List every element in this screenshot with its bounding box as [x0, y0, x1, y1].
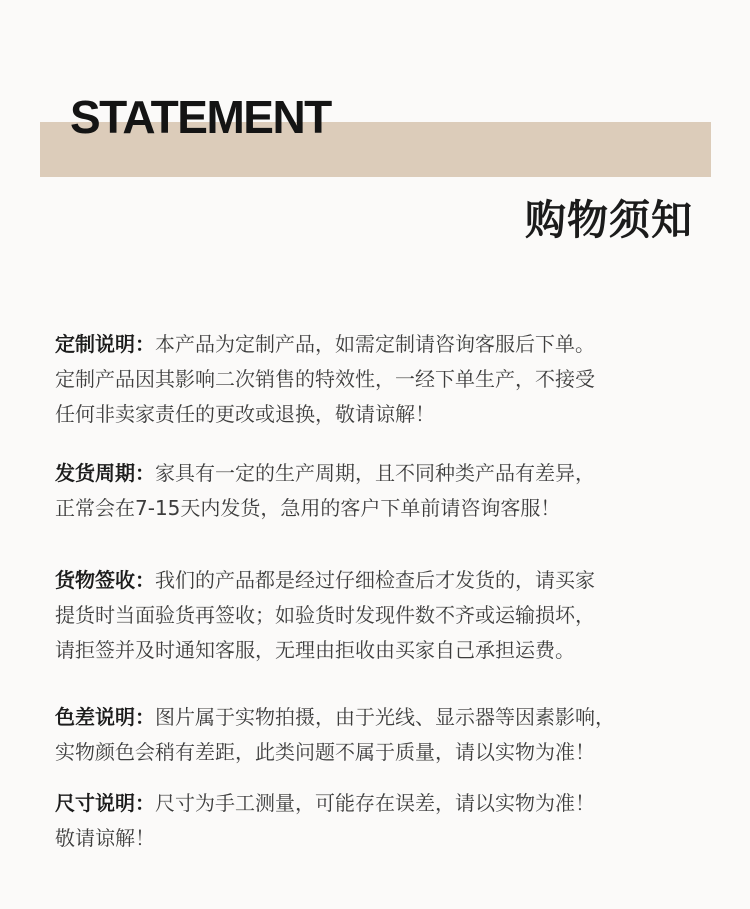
section-line: 实物颜色会稍有差距，此类问题不属于质量，请以实物为准！: [55, 740, 595, 764]
section-text: 家具有一定的生产周期，且不同种类产品有差异，: [155, 461, 595, 485]
section-text: 本产品为定制产品，如需定制请咨询客服后下单。: [155, 332, 595, 356]
section-line: [55, 327, 715, 362]
section-text: 我们的产品都是经过仔细检查后才发货的，请买家: [155, 568, 595, 592]
section-text: 图片属于实物拍摄，由于光线、显示器等因素影响，: [155, 705, 615, 729]
section-line: 正常会在7-15天内发货，急用的客户下单前请咨询客服！: [55, 496, 561, 520]
section-label: 色差说明：: [55, 705, 155, 729]
section-size-note: [55, 786, 715, 856]
section-label: 发货周期：: [55, 461, 155, 485]
section-color-difference: [55, 700, 715, 770]
page-title: STATEMENT: [70, 91, 331, 143]
section-shipping-period: [55, 456, 715, 526]
section-custom-order: [55, 327, 715, 432]
section-delivery-receipt: [55, 563, 715, 668]
section-text: 尺寸为手工测量，可能存在误差，请以实物为准！: [155, 791, 595, 815]
section-line: [55, 700, 715, 735]
section-line: [55, 786, 715, 821]
section-label: 尺寸说明：: [55, 791, 155, 815]
section-label: 货物签收：: [55, 568, 155, 592]
section-line: 请拒签并及时通知客服，无理由拒收由买家自己承担运费。: [55, 638, 575, 662]
page-subtitle: 购物须知: [525, 196, 693, 244]
section-line: 定制产品因其影响二次销售的特效性，一经下单生产，不接受: [55, 367, 595, 391]
section-line: 敬请谅解！: [55, 826, 155, 850]
section-label: 定制说明：: [55, 332, 155, 356]
section-line: 任何非卖家责任的更改或退换，敬请谅解！: [55, 402, 435, 426]
section-line: 提货时当面验货再签收；如验货时发现件数不齐或运输损坏，: [55, 603, 595, 627]
section-line: [55, 456, 715, 491]
section-line: [55, 563, 715, 598]
